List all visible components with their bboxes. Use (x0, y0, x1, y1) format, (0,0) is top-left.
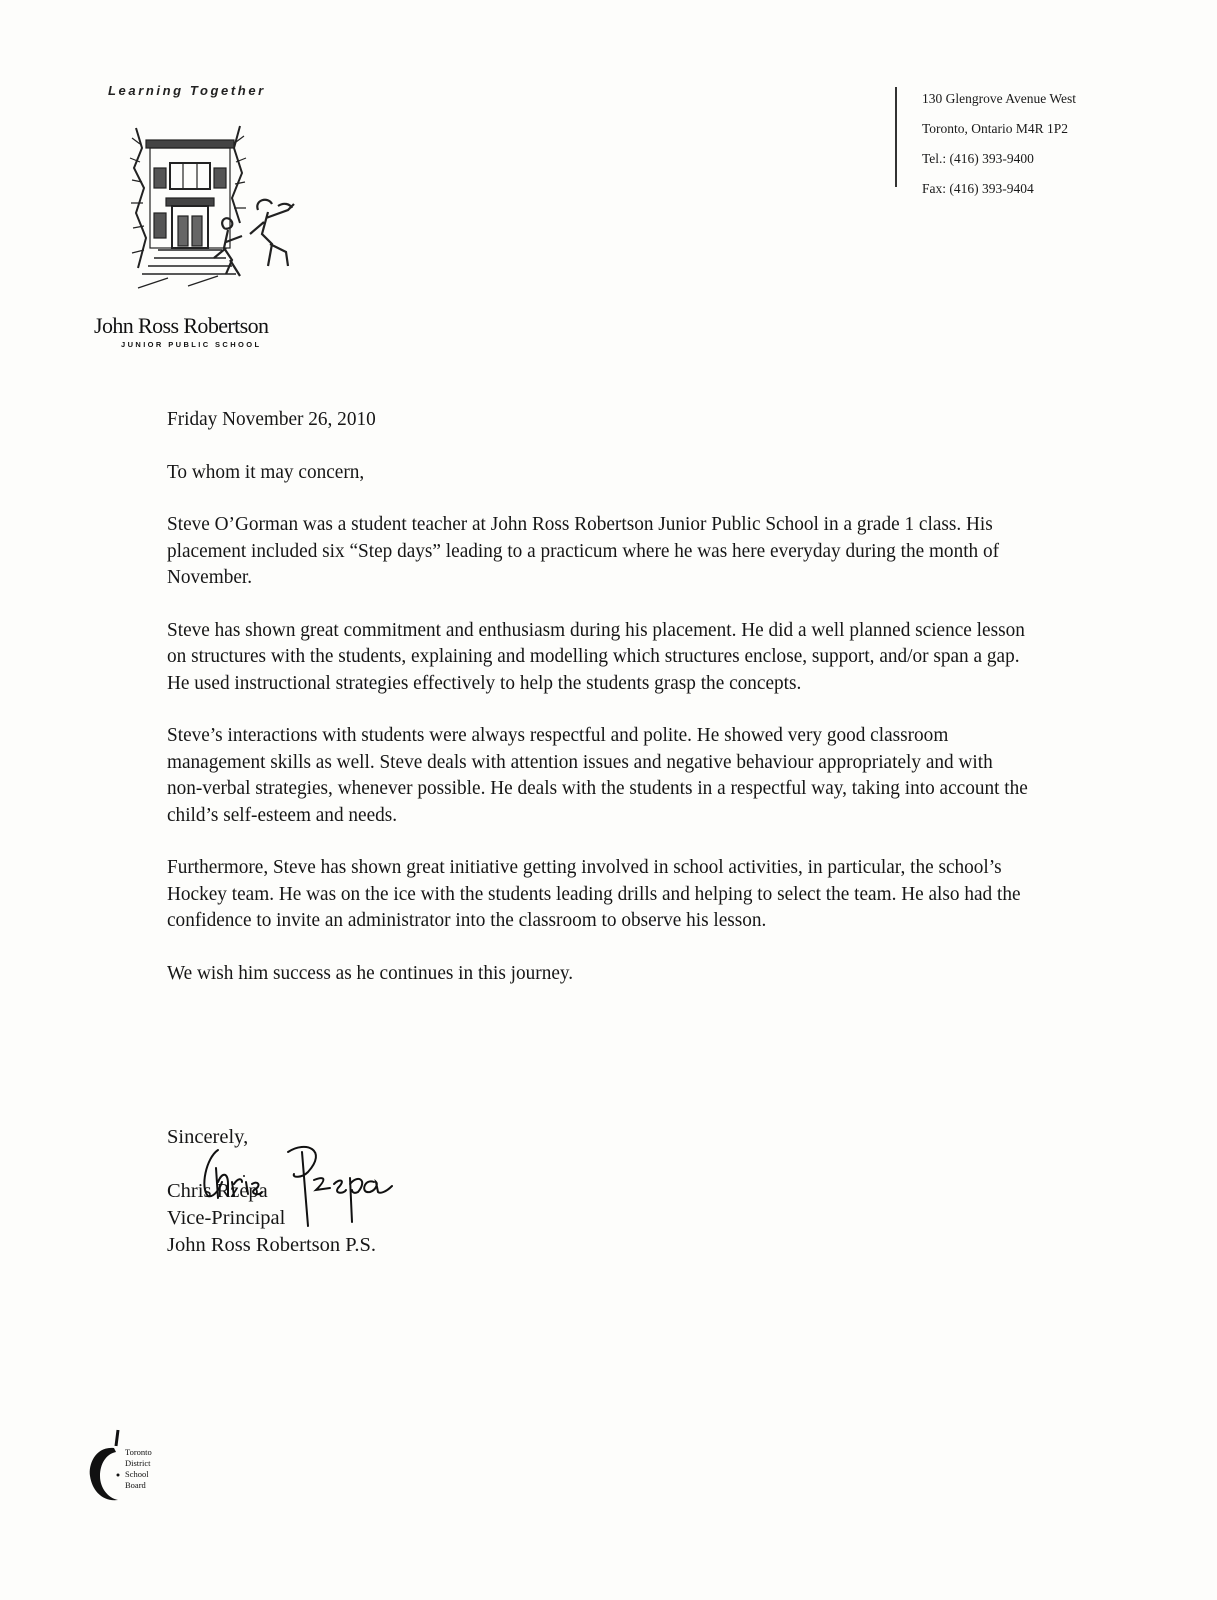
address-street: 130 Glengrove Avenue West (922, 91, 1077, 106)
school-building-crest-icon (128, 118, 298, 298)
letter-paragraph: Steve O’Gorman was a student teacher at John Ross Robertson Junior Public School in a grade 1 class. His placement included six “Step days” leading to a practicum where he was here everyday during the month of November. (167, 513, 1000, 588)
letter-closing: Sincerely, (167, 1126, 249, 1148)
letter-paragraph: Steve’s interactions with students were always respectful and polite. He showed very good classroom management skills as well. Steve deals with attention issues and negative behaviour appropriately and with non-verbal strategies, whenever possible. He deals with the students in a respectful way, taking into account the child’s self-esteem and needs. (167, 724, 1028, 826)
address-tel: Tel.: (416) 393-9400 (922, 151, 1034, 166)
signer-org: John Ross Robertson P.S. (167, 1234, 377, 1256)
letter-body (167, 406, 1032, 1012)
board-name-line: School (125, 1469, 149, 1479)
board-name-line: Toronto (125, 1447, 152, 1457)
address-divider (895, 87, 897, 187)
letter-paragraph: We wish him success as he continues in this journey. (167, 961, 574, 984)
letter-salutation: To whom it may concern, (167, 460, 365, 483)
letter-date: Friday November 26, 2010 (167, 408, 376, 430)
school-address (922, 84, 1076, 204)
address-city: Toronto, Ontario M4R 1P2 (922, 121, 1069, 136)
school-subtitle: JUNIOR PUBLIC SCHOOL (121, 340, 262, 349)
letter-paragraph: Furthermore, Steve has shown great initiative getting involved in school activities, in particular, the school’s Hockey team. He was on the ice with the students leading drills and helping to select the team. He also had the confidence to invite an administrator into the classroom to observe his lesson. (167, 856, 1021, 931)
letter-paragraph: Steve has shown great commitment and enthusiasm during his placement. He did a well planned science lesson on structures with the students, explaining and modelling which structures enclose, support, and/or span a gap. He used instructional strategies effectively to help the students grasp the concepts. (167, 618, 1025, 694)
tagline: Learning Together (108, 83, 266, 98)
address-fax: Fax: (416) 393-9404 (922, 181, 1034, 196)
signer-title: Vice-Principal (167, 1207, 286, 1229)
board-name-line: District (125, 1458, 151, 1468)
apple-logo-icon (88, 1420, 128, 1505)
school-name: John Ross Robertson (94, 313, 269, 338)
board-name-line: Board (125, 1480, 146, 1490)
school-board-name (125, 1447, 152, 1491)
handwritten-signature (196, 1138, 396, 1228)
signer-name: Chris Rzepa (167, 1180, 268, 1202)
